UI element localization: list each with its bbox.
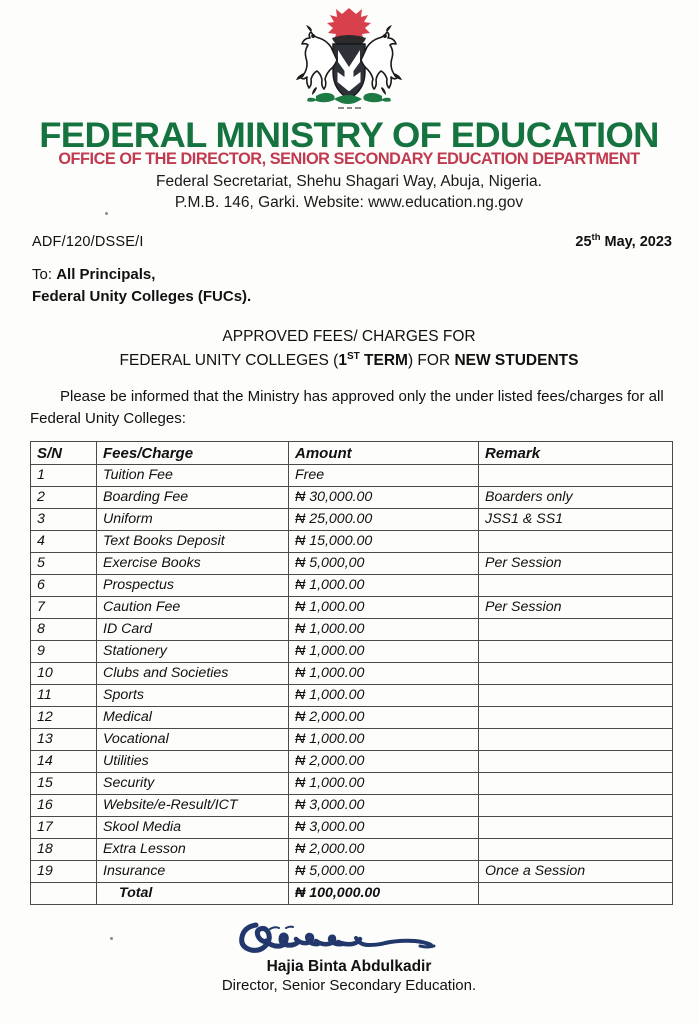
cell-sn: 3: [31, 509, 97, 531]
cell-total-label: Total: [97, 883, 289, 905]
cell-fee: Text Books Deposit: [97, 531, 289, 553]
addressee-recipient: All Principals,: [56, 265, 156, 283]
cell-remark: [479, 641, 673, 663]
cell-sn: 12: [31, 707, 97, 729]
cell-remark: [479, 619, 673, 641]
cell-sn: 5: [31, 553, 97, 575]
fees-table-container: [0, 441, 698, 905]
cell-sn: 15: [31, 773, 97, 795]
fees-table: [30, 441, 673, 905]
cell-amount: ₦ 15,000.00: [289, 531, 479, 553]
cell-fee: ID Card: [97, 619, 289, 641]
cell-sn: 8: [31, 619, 97, 641]
cell-amount: ₦ 2,000.00: [289, 839, 479, 861]
cell-sn: 16: [31, 795, 97, 817]
cell-amount: ₦ 30,000.00: [289, 487, 479, 509]
addressee-organisation: Federal Unity Colleges (FUCs).: [32, 287, 252, 305]
cell-total-sn: [31, 883, 97, 905]
cell-fee: Security: [97, 773, 289, 795]
scan-speck-lower: [110, 937, 113, 940]
reference-number: ADF/120/DSSE/I: [32, 233, 144, 250]
cell-amount: ₦ 1,000.00: [289, 773, 479, 795]
subject-new-students: NEW STUDENTS: [454, 351, 579, 369]
table-row: [31, 729, 673, 751]
cell-fee: Website/e-Result/ICT: [97, 795, 289, 817]
cell-sn: 14: [31, 751, 97, 773]
cell-fee: Exercise Books: [97, 553, 289, 575]
cell-fee: Insurance: [97, 861, 289, 883]
paragraph-text: Please be informed that the Ministry has approved only the under listed fees/charges for all Federal Unity Colleges:: [30, 387, 664, 427]
cell-amount: ₦ 1,000.00: [289, 575, 479, 597]
table-row: [31, 597, 673, 619]
address-line-1: Federal Secretariat, Shehu Shagari Way, Abuja, Nigeria.: [156, 173, 542, 191]
table-row: [31, 707, 673, 729]
table-row: [31, 663, 673, 685]
cell-sn: 2: [31, 487, 97, 509]
cell-amount: ₦ 1,000.00: [289, 641, 479, 663]
cell-remark: Boarders only: [479, 487, 673, 509]
table-row: [31, 553, 673, 575]
table-row: [31, 575, 673, 597]
table-row: [31, 817, 673, 839]
table-row: [31, 509, 673, 531]
cell-remark: [479, 839, 673, 861]
cell-amount: ₦ 1,000.00: [289, 619, 479, 641]
addressee-line-2: [32, 286, 698, 308]
cell-amount: ₦ 3,000.00: [289, 795, 479, 817]
cell-fee: Prospectus: [97, 575, 289, 597]
signatory-name: Hajia Binta Abdulkadir: [266, 958, 432, 976]
cell-remark: JSS1 & SS1: [479, 509, 673, 531]
cell-sn: 9: [31, 641, 97, 663]
cell-remark: [479, 817, 673, 839]
cell-remark: [479, 685, 673, 707]
cell-sn: 17: [31, 817, 97, 839]
cell-remark: [479, 795, 673, 817]
cell-fee: Caution Fee: [97, 597, 289, 619]
office-subtitle: OFFICE OF THE DIRECTOR, SENIOR SECONDARY EDUCATION DEPARTMENT: [58, 150, 640, 168]
letter-date: [575, 232, 672, 250]
subject-heading: [22, 325, 676, 372]
cell-amount: ₦ 2,000.00: [289, 707, 479, 729]
subject-line-2: [22, 349, 676, 372]
cell-sn: 10: [31, 663, 97, 685]
table-row: [31, 861, 673, 883]
subject-term-ordinal: ST: [346, 350, 360, 362]
signature-block: [0, 915, 698, 995]
cell-remark: Per Session: [479, 553, 673, 575]
subject-l2-part1: FEDERAL UNITY COLLEGES (: [119, 351, 339, 369]
subject-line-1: APPROVED FEES/ CHARGES FOR: [222, 328, 476, 346]
date-month-year: May, 2023: [600, 233, 672, 250]
subject-term-word: TERM: [359, 351, 408, 369]
scan-speck: [105, 212, 108, 215]
cell-remark: [479, 663, 673, 685]
table-row: [31, 773, 673, 795]
cell-remark: [479, 773, 673, 795]
address-line-2: P.M.B. 146, Garki. Website: www.education.ng.gov: [174, 194, 524, 212]
cell-fee: Boarding Fee: [97, 487, 289, 509]
addressee-block: [32, 264, 698, 308]
table-row: [31, 531, 673, 553]
cell-fee: Uniform: [97, 509, 289, 531]
addressee-prefix: To:: [32, 265, 57, 283]
column-header-fee: Fees/Charge: [97, 442, 289, 465]
table-row: [31, 839, 673, 861]
cell-fee: Skool Media: [97, 817, 289, 839]
table-row: [31, 619, 673, 641]
cell-fee: Tuition Fee: [97, 465, 289, 487]
cell-fee: Clubs and Societies: [97, 663, 289, 685]
table-row: [31, 751, 673, 773]
cell-remark: [479, 575, 673, 597]
date-ordinal-suffix: th: [591, 231, 601, 243]
cell-fee: Vocational: [97, 729, 289, 751]
cell-remark: Once a Session: [479, 861, 673, 883]
nigeria-coat-of-arms-icon: [286, 4, 412, 112]
cell-remark: [479, 729, 673, 751]
cell-remark: [479, 465, 673, 487]
cell-fee: Utilities: [97, 751, 289, 773]
column-header-remark: Remark: [479, 442, 673, 465]
table-row: [31, 685, 673, 707]
date-day: 25: [575, 233, 592, 250]
cell-sn: 6: [31, 575, 97, 597]
cell-sn: 1: [31, 465, 97, 487]
cell-total-amount: ₦ 100,000.00: [289, 883, 479, 905]
cell-amount: ₦ 25,000.00: [289, 509, 479, 531]
subject-term-number: 1: [338, 351, 347, 369]
cell-fee: Extra Lesson: [97, 839, 289, 861]
cell-amount: ₦ 2,000.00: [289, 751, 479, 773]
table-row: [31, 465, 673, 487]
cell-sn: 18: [31, 839, 97, 861]
cell-total-remark: [479, 883, 673, 905]
column-header-amount: Amount: [289, 442, 479, 465]
cell-sn: 4: [31, 531, 97, 553]
addressee-line-1: [32, 264, 698, 286]
handwritten-signature-icon: [234, 915, 464, 959]
cell-amount: ₦ 3,000.00: [289, 817, 479, 839]
table-total-row: [31, 883, 673, 905]
letterhead-crest-container: [0, 0, 698, 116]
cell-amount: ₦ 1,000.00: [289, 685, 479, 707]
cell-fee: Sports: [97, 685, 289, 707]
table-row: [31, 641, 673, 663]
cell-remark: [479, 751, 673, 773]
cell-amount: ₦ 5,000.00: [289, 861, 479, 883]
signatory-role: Director, Senior Secondary Education.: [221, 976, 477, 994]
cell-amount: Free: [289, 465, 479, 487]
cell-remark: Per Session: [479, 597, 673, 619]
cell-fee: Medical: [97, 707, 289, 729]
cell-fee: Stationery: [97, 641, 289, 663]
table-header-row: [31, 442, 673, 465]
subject-l2-part2: ) FOR: [407, 351, 455, 369]
cell-sn: 11: [31, 685, 97, 707]
cell-amount: ₦ 1,000.00: [289, 663, 479, 685]
column-header-sn: S/N: [31, 442, 97, 465]
body-paragraph: [30, 386, 664, 430]
ministry-title: FEDERAL MINISTRY OF EDUCATION: [39, 116, 659, 155]
cell-amount: ₦ 5,000,00: [289, 553, 479, 575]
cell-amount: ₦ 1,000.00: [289, 729, 479, 751]
fees-table-body: [31, 465, 673, 905]
reference-row: [32, 232, 672, 250]
cell-amount: ₦ 1,000.00: [289, 597, 479, 619]
cell-sn: 13: [31, 729, 97, 751]
cell-remark: [479, 707, 673, 729]
table-row: [31, 795, 673, 817]
cell-remark: [479, 531, 673, 553]
table-row: [31, 487, 673, 509]
cell-sn: 19: [31, 861, 97, 883]
cell-sn: 7: [31, 597, 97, 619]
letterhead-address: [0, 172, 698, 214]
